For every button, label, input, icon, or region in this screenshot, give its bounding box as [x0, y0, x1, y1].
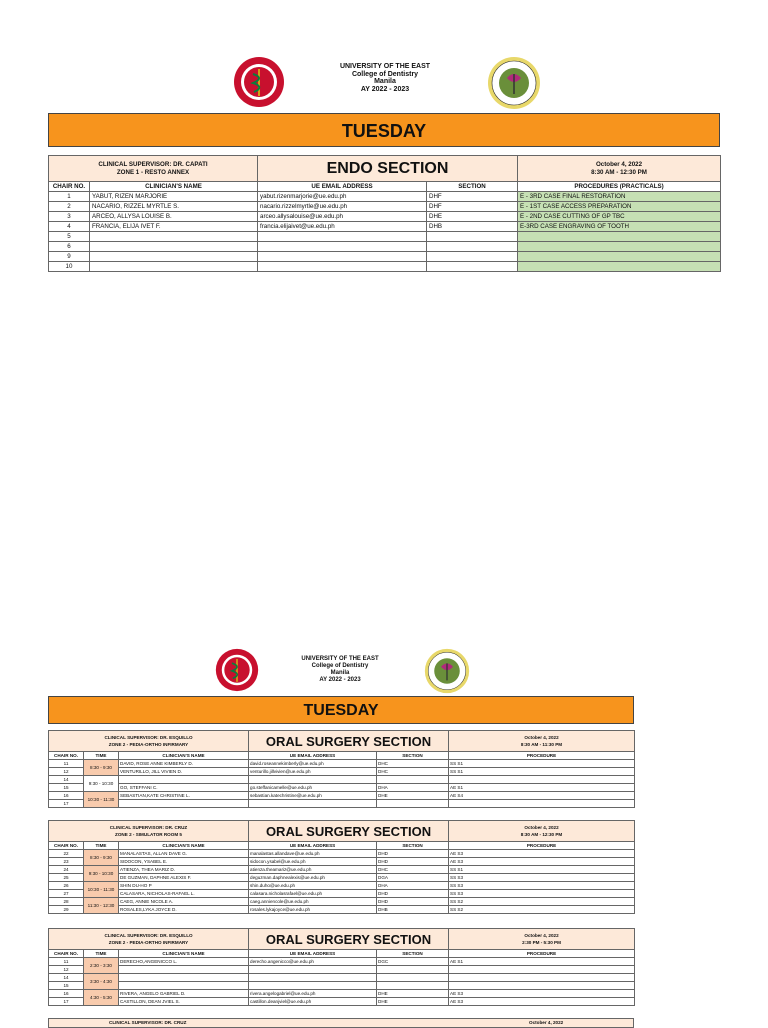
oral2-time: 8:30 AM - 12:30 PM	[520, 832, 563, 837]
section-code: DHE	[377, 792, 449, 800]
col-email: UE EMAIL ADDRESS	[249, 950, 377, 958]
clinician-name: SHIN DU-HO P	[119, 882, 249, 890]
procedure: E - 2ND CASE CUTTING OF GP TBC	[518, 212, 721, 222]
procedure	[518, 242, 721, 252]
section-code	[427, 252, 518, 262]
chair-number: 6	[49, 242, 90, 252]
clinician-name: CASTILLON, DEAN JVIEL S.	[119, 998, 249, 1006]
table-row	[49, 958, 635, 966]
chair-number: 29	[49, 906, 84, 914]
chair-number: 28	[49, 898, 84, 906]
col-name: CLINICIAN'S NAME	[90, 182, 258, 192]
email-address: venturillo.jillvivien@ue.edu.ph	[249, 768, 377, 776]
clinician-name: GO, STEFFANI C.	[119, 784, 249, 792]
clinician-name	[90, 252, 258, 262]
procedure: SS S1	[449, 866, 635, 874]
time-slot: 8:30 - 9:30	[84, 760, 119, 776]
clinician-name: ARCEO, ALLYSA LOUISE B.	[90, 212, 258, 222]
day-banner	[48, 696, 634, 724]
clinician-name	[119, 974, 249, 982]
email-address: deguzman.daphnealexis@ue.edu.ph	[249, 874, 377, 882]
procedure: AE S3	[449, 858, 635, 866]
chair-number: 11	[49, 958, 84, 966]
section-code	[377, 800, 449, 808]
section-code	[377, 974, 449, 982]
oral3-zone: ZONE 2 - PEDIA-ORTHO INFIRMARY	[108, 940, 189, 945]
clinician-name: RIVERA, ANGELO GABRIEL D.	[119, 990, 249, 998]
section-code	[427, 232, 518, 242]
procedure: AE S3	[449, 998, 635, 1006]
col-section: SECTION	[377, 950, 449, 958]
endo-schedule-table	[48, 155, 721, 272]
col-chair: CHAIR NO.	[49, 752, 84, 760]
endo-supervisor-cell	[49, 156, 258, 182]
time-slot: 9:30 - 10:30	[84, 866, 119, 882]
academic-year: AY 2022 - 2023	[319, 677, 361, 683]
col-name: CLINICIAN'S NAME	[119, 842, 249, 850]
chair-number: 12	[49, 768, 84, 776]
col-chair: CHAIR NO.	[49, 182, 90, 192]
procedure: E - 3RD CASE FINAL RESTORATION	[518, 192, 721, 202]
col-procedure: PROCEDURES (PRACTICALS)	[518, 182, 721, 192]
procedure	[449, 966, 635, 974]
procedure	[518, 252, 721, 262]
email-address: arceo.allysalouise@ue.edu.ph	[258, 212, 427, 222]
clinician-name	[90, 262, 258, 272]
clinician-name	[119, 982, 249, 990]
oral4-supervisor: CLINICAL SUPERVISOR: DR. CRUZ	[109, 1020, 187, 1025]
col-time: TIME	[84, 842, 119, 850]
procedure: SS S1	[449, 768, 635, 776]
day-banner	[48, 113, 720, 147]
email-address	[258, 262, 427, 272]
col-section: SECTION	[377, 842, 449, 850]
clinician-name: DAVID, ROSE ANNE KIMBERLY D.	[119, 760, 249, 768]
procedure: AE S3	[449, 990, 635, 998]
email-address	[249, 800, 377, 808]
email-address: rivera.angelogabriel@ue.edu.ph	[249, 990, 377, 998]
chair-number: 23	[49, 858, 84, 866]
section-code	[377, 776, 449, 784]
section-code: DHD	[377, 898, 449, 906]
clinician-name: ATIENZA, THEA MARIZ D.	[119, 866, 249, 874]
oral3-supervisor: CLINICAL SUPERVISOR: DR. ESQUILLO	[104, 933, 193, 938]
time-slot: 2:30 - 3:30	[84, 958, 119, 974]
clinician-name: SIDOCON, YSABEL E.	[119, 858, 249, 866]
oral3-date-cell	[449, 929, 635, 950]
university-name: UNIVERSITY OF THE EAST	[339, 63, 431, 70]
clinician-name: FRANCIA, ELIJA IVET F.	[90, 222, 258, 232]
oral3-section-title: ORAL SURGERY SECTION	[249, 929, 449, 950]
section-code	[377, 966, 449, 974]
oral3-column-headers	[49, 950, 635, 958]
oral2-section-title: ORAL SURGERY SECTION	[249, 821, 449, 842]
clinician-name: VENTURILLO, JILL VIVIEN D.	[119, 768, 249, 776]
oral2-date: October 4, 2022	[524, 825, 559, 830]
col-procedure: PROCEDURE	[449, 752, 635, 760]
chair-number: 15	[49, 982, 84, 990]
table-row	[49, 982, 635, 990]
chair-number: 3	[49, 212, 90, 222]
table-row	[49, 222, 721, 232]
procedure: SS S2	[449, 906, 635, 914]
procedure	[449, 800, 635, 808]
ue-dentistry-seal-left	[215, 648, 259, 692]
table-row	[49, 998, 635, 1006]
chair-number: 27	[49, 890, 84, 898]
col-section: SECTION	[377, 752, 449, 760]
email-address: sebastian.katechristine@ue.edu.ph	[249, 792, 377, 800]
col-section: SECTION	[427, 182, 518, 192]
procedure: AE S1	[449, 784, 635, 792]
email-address: nacario.rizzelmyrtle@ue.edu.ph	[258, 202, 427, 212]
time-slot: 10:30 - 11:30	[84, 792, 119, 808]
col-chair: CHAIR NO.	[49, 950, 84, 958]
college-name: College of Dentistry	[311, 663, 369, 669]
clinician-name	[119, 800, 249, 808]
section-code: DHF	[427, 192, 518, 202]
procedure: SS S3	[449, 882, 635, 890]
table-row	[49, 990, 635, 998]
oral-surgery-table-2	[48, 820, 635, 914]
section-code: DHE	[377, 990, 449, 998]
clinician-name: NACARIO, RIZZEL MYRTLE S.	[90, 202, 258, 212]
oral2-date-cell	[449, 821, 635, 842]
chair-number: 4	[49, 222, 90, 232]
chair-number: 22	[49, 850, 84, 858]
oral2-zone: ZONE 2 - SIMULATOR ROOM 5	[115, 832, 182, 837]
endo-supervisor: CLINICAL SUPERVISOR: DR. CAPATI	[98, 160, 208, 168]
table-row	[49, 784, 635, 792]
oral1-time: 8:30 AM - 11:30 PM	[520, 742, 563, 747]
email-address: rosales.lykajoyce@ue.edu.ph	[249, 906, 377, 914]
chair-number: 17	[49, 998, 84, 1006]
oral4-date: October 4, 2022	[529, 1020, 564, 1025]
chair-number: 14	[49, 776, 84, 784]
email-address	[258, 242, 427, 252]
email-address: sidocon.ysabel@ue.edu.ph	[249, 858, 377, 866]
table-row	[49, 792, 635, 800]
oral3-time: 2:30 PM - 5:30 PM	[522, 940, 561, 945]
table-row	[49, 882, 635, 890]
col-name: CLINICIAN'S NAME	[119, 950, 249, 958]
table-row	[49, 262, 721, 272]
ue-dentistry-seal-left	[233, 56, 285, 108]
procedure	[518, 232, 721, 242]
city-name: Manila	[374, 78, 396, 86]
procedure: AE S1	[449, 958, 635, 966]
table-row	[49, 906, 635, 914]
clinician-name	[90, 232, 258, 242]
endo-column-headers	[49, 182, 721, 192]
email-address	[249, 776, 377, 784]
city-name: Manila	[330, 670, 350, 676]
email-address	[249, 982, 377, 990]
chair-number: 5	[49, 232, 90, 242]
email-address: david.roseannekimberly@ue.edu.ph	[249, 760, 377, 768]
email-address: derecho.angenicco@ue.edu.ph	[249, 958, 377, 966]
email-address: yabut.rizenmarjorie@ue.edu.ph	[258, 192, 427, 202]
chair-number: 17	[49, 800, 84, 808]
clinician-name	[90, 242, 258, 252]
email-address	[258, 232, 427, 242]
section-code: DHC	[377, 866, 449, 874]
chair-number: 10	[49, 262, 90, 272]
oral1-zone: ZONE 2 - PEDIA-ORTHO INFIRMARY	[108, 742, 189, 747]
section-code: DHC	[377, 760, 449, 768]
endo-date: October 4, 2022	[595, 160, 643, 168]
oral1-date-cell	[449, 731, 635, 752]
table-row	[49, 858, 635, 866]
email-address	[258, 252, 427, 262]
oral1-column-headers	[49, 752, 635, 760]
clinician-name: DERECHO,ANGENICCO L.	[119, 958, 249, 966]
oral1-supervisor-cell	[49, 731, 249, 752]
table-row	[49, 768, 635, 776]
time-slot: 3:30 - 4:30	[84, 974, 119, 990]
oral1-supervisor: CLINICAL SUPERVISOR: DR. ESQUILLO	[104, 735, 193, 740]
endo-zone: ZONE 1 - RESTO ANNEX	[116, 168, 190, 176]
section-code: DHA	[377, 784, 449, 792]
section-code: DHD	[377, 890, 449, 898]
section-code	[427, 242, 518, 252]
time-slot: 9:30 - 10:30	[84, 776, 119, 792]
oral2-supervisor: CLINICAL SUPERVISOR: DR. CRUZ	[109, 825, 188, 830]
oral-surgery-table-4-partial	[48, 1018, 634, 1028]
ue-seal-right	[487, 56, 541, 110]
page1-header	[300, 63, 470, 93]
col-name: CLINICIAN'S NAME	[119, 752, 249, 760]
table-row	[49, 866, 635, 874]
table-row	[49, 212, 721, 222]
table-row	[49, 874, 635, 882]
clinician-name	[119, 966, 249, 974]
college-name: College of Dentistry	[351, 70, 419, 78]
time-slot: 4:30 - 5:30	[84, 990, 119, 1006]
procedure	[518, 262, 721, 272]
col-email: UE EMAIL ADDRESS	[249, 752, 377, 760]
ue-seal-right	[424, 648, 470, 694]
chair-number: 15	[49, 784, 84, 792]
clinician-name: MANALASTAS, ALLAN DAVE G.	[119, 850, 249, 858]
table-row	[49, 776, 635, 784]
oral3-date: October 4, 2022	[524, 933, 559, 938]
procedure: E - 1ST CASE ACCESS PREPARATION	[518, 202, 721, 212]
time-slot: 8:30 - 9:30	[84, 850, 119, 866]
chair-number: 2	[49, 202, 90, 212]
col-procedure: PROCEDURE	[449, 842, 635, 850]
col-email: UE EMAIL ADDRESS	[258, 182, 427, 192]
day-label: TUESDAY	[341, 121, 427, 141]
table-row	[49, 192, 721, 202]
email-address: atienza.theamariz@ue.edu.ph	[249, 866, 377, 874]
clinician-name: YABUT, RIZEN MARJORIE	[90, 192, 258, 202]
table-row	[49, 974, 635, 982]
chair-number: 1	[49, 192, 90, 202]
table-row	[49, 242, 721, 252]
clinician-name: DE GUZMAN, DAPHNE ALEXIS F.	[119, 874, 249, 882]
clinician-name: CALASARA, NICHOLAS-RAFAEL L.	[119, 890, 249, 898]
email-address: calasara.nicholasrafael@ue.edu.ph	[249, 890, 377, 898]
endo-date-cell	[518, 156, 721, 182]
col-chair: CHAIR NO.	[49, 842, 84, 850]
email-address: manalastas.allandave@ue.edu.ph	[249, 850, 377, 858]
chair-number: 16	[49, 792, 84, 800]
procedure: SS S2	[449, 898, 635, 906]
table-row	[49, 760, 635, 768]
procedure: E-3RD CASE ENGRAVING OF TOOTH	[518, 222, 721, 232]
chair-number: 25	[49, 874, 84, 882]
oral2-supervisor-cell	[49, 821, 249, 842]
clinician-name: CAEG, ANNIE NICOLE A.	[119, 898, 249, 906]
chair-number: 14	[49, 974, 84, 982]
section-code: DHF	[427, 202, 518, 212]
chair-number: 9	[49, 252, 90, 262]
procedure: AE S4	[449, 792, 635, 800]
section-code	[427, 262, 518, 272]
section-code: DGA	[377, 874, 449, 882]
table-row	[49, 800, 635, 808]
clinician-name	[119, 776, 249, 784]
procedure	[449, 982, 635, 990]
col-procedure: PROCEDURE	[449, 950, 635, 958]
table-row	[49, 898, 635, 906]
clinician-name: SEBASTIAN,KATE CHRISTINE L.	[119, 792, 249, 800]
academic-year: AY 2022 - 2023	[360, 85, 410, 93]
section-code: DHE	[427, 212, 518, 222]
oral2-column-headers	[49, 842, 635, 850]
table-row	[49, 966, 635, 974]
email-address	[249, 966, 377, 974]
col-time: TIME	[84, 752, 119, 760]
oral-surgery-table-3	[48, 928, 635, 1006]
procedure: SS S3	[449, 890, 635, 898]
clinician-name: ROSALES,LYKA JOYCE D.	[119, 906, 249, 914]
chair-number: 26	[49, 882, 84, 890]
time-slot: 10:30 - 11:30	[84, 882, 119, 898]
email-address: castillon.deanjviel@ue.edu.ph	[249, 998, 377, 1006]
section-code: DGC	[377, 958, 449, 966]
endo-time: 8:30 AM - 12:30 PM	[591, 168, 647, 176]
chair-number: 12	[49, 966, 84, 974]
email-address: caeg.anniencole@ue.edu.ph	[249, 898, 377, 906]
section-code: DHC	[377, 768, 449, 776]
chair-number: 16	[49, 990, 84, 998]
section-code	[377, 982, 449, 990]
time-slot: 11:30 - 12:30	[84, 898, 119, 914]
col-time: TIME	[84, 950, 119, 958]
email-address	[249, 974, 377, 982]
oral1-section-title: ORAL SURGERY SECTION	[249, 731, 449, 752]
email-address: francia.elijaivet@ue.edu.ph	[258, 222, 427, 232]
table-row	[49, 202, 721, 212]
section-code: DHE	[377, 998, 449, 1006]
day-label: TUESDAY	[303, 702, 379, 719]
table-row	[49, 232, 721, 242]
email-address: shin.duho@ue.edu.ph	[249, 882, 377, 890]
chair-number: 11	[49, 760, 84, 768]
section-code: DHB	[377, 906, 449, 914]
procedure: SS S3	[449, 874, 635, 882]
table-row	[49, 850, 635, 858]
procedure	[449, 776, 635, 784]
email-address: go.steffanicamelle@ue.edu.ph	[249, 784, 377, 792]
procedure	[449, 974, 635, 982]
university-name: UNIVERSITY OF THE EAST	[301, 656, 379, 662]
procedure: AE S3	[449, 850, 635, 858]
procedure: SS S1	[449, 760, 635, 768]
table-row	[49, 890, 635, 898]
section-code: DHD	[377, 858, 449, 866]
table-row	[49, 252, 721, 262]
oral3-supervisor-cell	[49, 929, 249, 950]
section-code: DHD	[377, 850, 449, 858]
col-email: UE EMAIL ADDRESS	[249, 842, 377, 850]
oral1-date: October 4, 2022	[524, 735, 559, 740]
endo-section-title: ENDO SECTION	[258, 156, 518, 182]
section-code: DHA	[377, 882, 449, 890]
section-code: DHB	[427, 222, 518, 232]
page2-header	[270, 656, 410, 684]
chair-number: 24	[49, 866, 84, 874]
oral-surgery-table-1	[48, 730, 635, 808]
